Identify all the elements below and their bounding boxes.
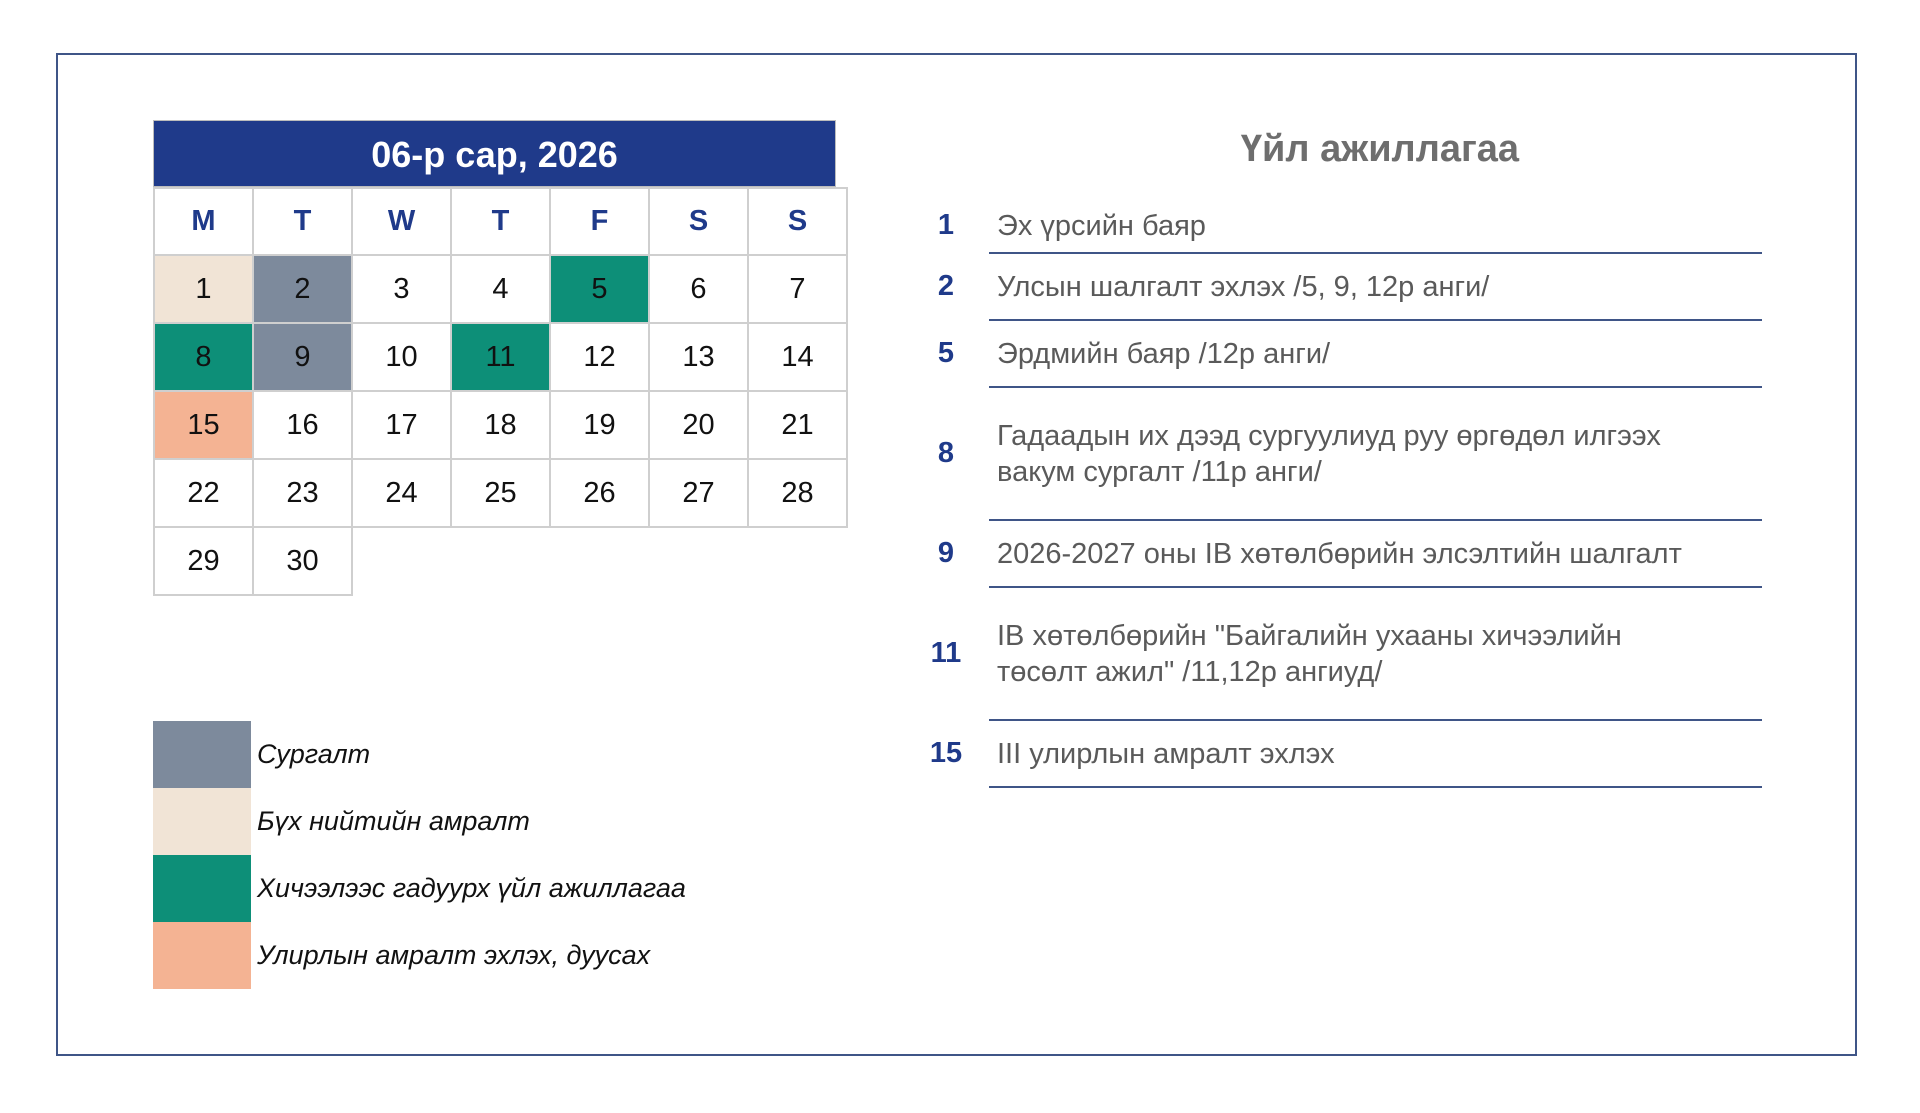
calendar-day: 21 [748, 391, 847, 459]
calendar [153, 120, 836, 596]
calendar-day: 7 [748, 255, 847, 323]
calendar-day: 10 [352, 323, 451, 391]
calendar-day: 20 [649, 391, 748, 459]
legend-swatch [153, 788, 251, 855]
activity-text [989, 200, 1762, 244]
calendar-day: 12 [550, 323, 649, 391]
weekday-header: S [748, 188, 847, 255]
legend-item [153, 721, 686, 788]
calendar-empty-cell [649, 527, 748, 595]
activity-row [937, 521, 1762, 588]
weekday-header: F [550, 188, 649, 255]
activity-row [929, 721, 1762, 788]
activity-row [937, 200, 1762, 254]
weekday-header: W [352, 188, 451, 255]
activity-text-line: IB хөтөлбөрийн "Байгалийн ухааны хичээлийн [997, 620, 1622, 652]
legend-item [153, 855, 686, 922]
activity-row [930, 588, 1762, 721]
activity-day-number: 1 [937, 209, 955, 241]
legend [153, 721, 686, 989]
calendar-day: 15 [154, 391, 253, 459]
calendar-day: 3 [352, 255, 451, 323]
activity-text-line: 2026-2027 оны IB хөтөлбөрийн элсэлтийн шалгалт [997, 538, 1682, 570]
activities-title: Үйл ажиллагаа [1240, 128, 1520, 170]
calendar-empty-cell [748, 527, 847, 595]
calendar-day: 18 [451, 391, 550, 459]
legend-label: Сургалт [257, 739, 371, 769]
activity-day-number: 11 [930, 637, 962, 669]
calendar-day: 4 [451, 255, 550, 323]
activity-day-number: 2 [937, 270, 955, 302]
activity-text-line: Эрдмийн баяр /12р анги/ [997, 338, 1331, 370]
activity-text [989, 721, 1762, 772]
activity-text [989, 588, 1762, 690]
calendar-day: 24 [352, 459, 451, 527]
legend-item [153, 922, 686, 989]
activity-text-line: III улирлын амралт эхлэх [997, 738, 1335, 770]
activity-text-line: Гадаадын их дээд сургуулиуд руу өргөдөл илгээх [997, 420, 1661, 452]
calendar-day: 11 [451, 323, 550, 391]
legend-label: Хичээлээс гадуурх үйл ажиллагаа [257, 873, 686, 903]
activity-text-line: Эх үрсийн баяр [997, 210, 1206, 242]
calendar-day: 14 [748, 323, 847, 391]
calendar-day: 22 [154, 459, 253, 527]
weekday-header: S [649, 188, 748, 255]
activity-day-number: 5 [937, 337, 955, 369]
calendar-day: 2 [253, 255, 352, 323]
calendar-title: 06-р сар, 2026 [153, 120, 836, 187]
activity-row [937, 388, 1762, 521]
calendar-day: 6 [649, 255, 748, 323]
calendar-day: 25 [451, 459, 550, 527]
calendar-empty-cell [451, 527, 550, 595]
activity-row [937, 254, 1762, 321]
activity-text [989, 388, 1762, 490]
calendar-day: 8 [154, 323, 253, 391]
activity-text-line: Улсын шалгалт эхлэх /5, 9, 12р анги/ [997, 271, 1490, 303]
activity-text [989, 254, 1762, 305]
calendar-day: 29 [154, 527, 253, 595]
calendar-day: 13 [649, 323, 748, 391]
calendar-day: 17 [352, 391, 451, 459]
calendar-grid [153, 187, 848, 596]
calendar-day: 23 [253, 459, 352, 527]
activity-text [989, 321, 1762, 372]
calendar-day: 1 [154, 255, 253, 323]
activity-day-number: 15 [929, 737, 963, 769]
legend-label: Улирлын амралт эхлэх, дуусах [257, 940, 651, 970]
activity-text [989, 521, 1762, 572]
activity-text-line: вакум сургалт /11р анги/ [997, 456, 1322, 488]
calendar-day: 9 [253, 323, 352, 391]
legend-swatch [153, 855, 251, 922]
legend-swatch [153, 922, 251, 989]
calendar-day: 19 [550, 391, 649, 459]
legend-swatch [153, 721, 251, 788]
calendar-day: 5 [550, 255, 649, 323]
calendar-day: 16 [253, 391, 352, 459]
activity-row [937, 321, 1762, 388]
activity-text-line: төсөлт ажил" /11,12р ангиуд/ [997, 656, 1383, 688]
calendar-day: 26 [550, 459, 649, 527]
activities-list [916, 200, 1762, 788]
legend-label: Бүх нийтийн амралт [257, 806, 530, 836]
weekday-header: T [253, 188, 352, 255]
weekday-header: M [154, 188, 253, 255]
calendar-empty-cell [352, 527, 451, 595]
calendar-day: 28 [748, 459, 847, 527]
legend-item [153, 788, 686, 855]
activity-day-number: 9 [937, 537, 955, 569]
calendar-day: 30 [253, 527, 352, 595]
calendar-day: 27 [649, 459, 748, 527]
activity-day-number: 8 [937, 437, 955, 469]
calendar-empty-cell [550, 527, 649, 595]
weekday-header: T [451, 188, 550, 255]
